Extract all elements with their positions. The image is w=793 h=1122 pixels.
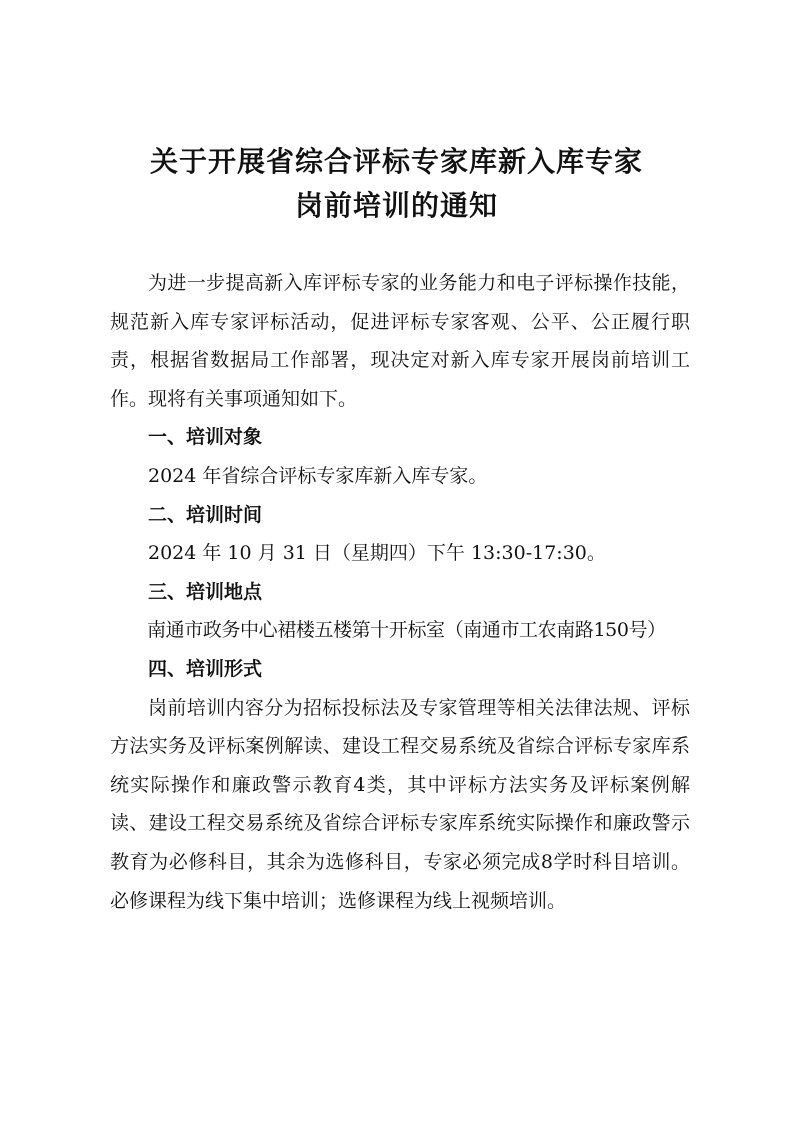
section-heading-target: 一、培训对象: [148, 426, 263, 449]
document-title-line-2: 岗前培训的通知: [294, 189, 498, 222]
intro-paragraph: 为进一步提高新入库评标专家的业务能力和电子评标操作技能，规范新入库专家评标活动，促进评标专家客观、公平、公正履行职责，根据省数据局工作部署，现决定对新入库专家开展岗前培训工作。现将有关事项通知如下。: [110, 272, 690, 410]
section-heading-location: 三、培训地点: [148, 580, 263, 603]
section-content-time: 2024 年 10 月 31 日（星期四）下午 13:30-17:30。: [148, 542, 606, 565]
section-content-format: 岗前培训内容分为招标投标法及专家管理等相关法律法规、评标方法实务及评标案例解读、建设工程交易系统及省综合评标专家库系统实际操作和廉政警示教育4类，其中评标方法实务及评标案例解读、建设工程交易系统及省综合评标专家库系统实际操作和廉政警示教育为必修科目，其余为选修科目，专家必须完成8学时科目培训。必修课程为线下集中培训；选修课程为线上视频培训。: [110, 696, 690, 912]
section-content-location: 南通市政务中心裙楼五楼第十开标室（南通市工农南路150号）: [147, 619, 666, 642]
document-body: [110, 264, 690, 920]
section-heading-format: 四、培训形式: [148, 657, 263, 680]
section-heading-time: 二、培训时间: [148, 503, 263, 526]
section-content-target: 2024 年省综合评标专家库新入库专家。: [148, 464, 488, 487]
document-title-line-1: 关于开展省综合评标专家库新入库专家: [149, 145, 643, 178]
